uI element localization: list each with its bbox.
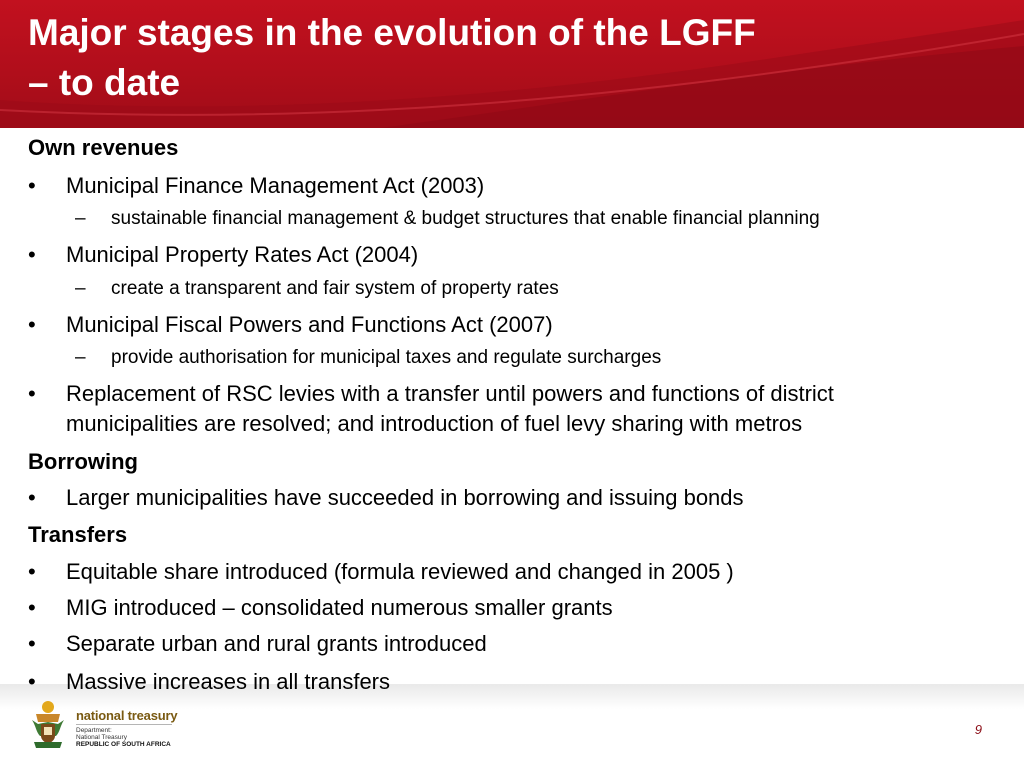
section-heading-transfers: Transfers: [28, 522, 128, 547]
bullet-text-line-1: Replacement of RSC levies with a transfer until powers and functions of district: [66, 381, 834, 406]
coat-of-arms-icon: [28, 698, 68, 752]
bullet-text: Larger municipalities have succeeded in borrowing and issuing bonds: [66, 485, 744, 510]
bullet-text: Municipal Property Rates Act (2004): [66, 242, 419, 267]
title-banner: [0, 0, 1024, 128]
bullet-mark: •: [28, 173, 36, 198]
bullet-mark: •: [28, 559, 36, 584]
bullet-mark: •: [28, 381, 36, 406]
sub-bullet-text: create a transparent and fair system of property rates: [111, 278, 559, 299]
sub-bullet-text: provide authorisation for municipal taxes and regulate surcharges: [111, 347, 662, 368]
section-heading-borrowing: Borrowing: [28, 449, 138, 474]
bullet-mark: •: [28, 312, 36, 337]
bullet-text: Municipal Finance Management Act (2003): [66, 173, 485, 198]
sub-bullet-mark: –: [75, 347, 86, 368]
slide-title-line-1: Major stages in the evolution of the LGFF: [28, 12, 756, 53]
logo-wordmark: national treasury: [76, 708, 178, 723]
slide-title: [28, 8, 988, 108]
bullet-mark: •: [28, 242, 36, 267]
bullet-text: MIG introduced – consolidated numerous smaller grants: [66, 595, 613, 620]
bullet-text-line-2: municipalities are resolved; and introduction of fuel levy sharing with metros: [66, 411, 803, 436]
bullet-text: Separate urban and rural grants introduced: [66, 631, 487, 656]
sub-bullet-mark: –: [75, 278, 86, 299]
bullet-mark: •: [28, 485, 36, 510]
bullet-text: Municipal Fiscal Powers and Functions Act (2007): [66, 312, 553, 337]
slide-title-line-2: – to date: [28, 62, 181, 103]
bullet-mark: •: [28, 595, 36, 620]
logo-line-department: Department:: [76, 727, 112, 734]
page-number: 9: [974, 722, 982, 737]
logo-line-treasury: National Treasury: [76, 734, 127, 741]
bullet-text-multiline: [66, 379, 986, 439]
logo-divider: [76, 724, 172, 725]
sub-bullet-mark: –: [75, 208, 86, 229]
bullet-mark: •: [28, 631, 36, 656]
bullet-mark: •: [28, 669, 36, 694]
bullet-text: Massive increases in all transfers: [66, 669, 391, 694]
logo-line-country: REPUBLIC OF SOUTH AFRICA: [76, 741, 171, 748]
sub-bullet-text: sustainable financial management & budget structures that enable financial planning: [111, 208, 820, 229]
section-heading-own-revenues: Own revenues: [28, 135, 179, 160]
bullet-text: Equitable share introduced (formula reviewed and changed in 2005 ): [66, 559, 734, 584]
